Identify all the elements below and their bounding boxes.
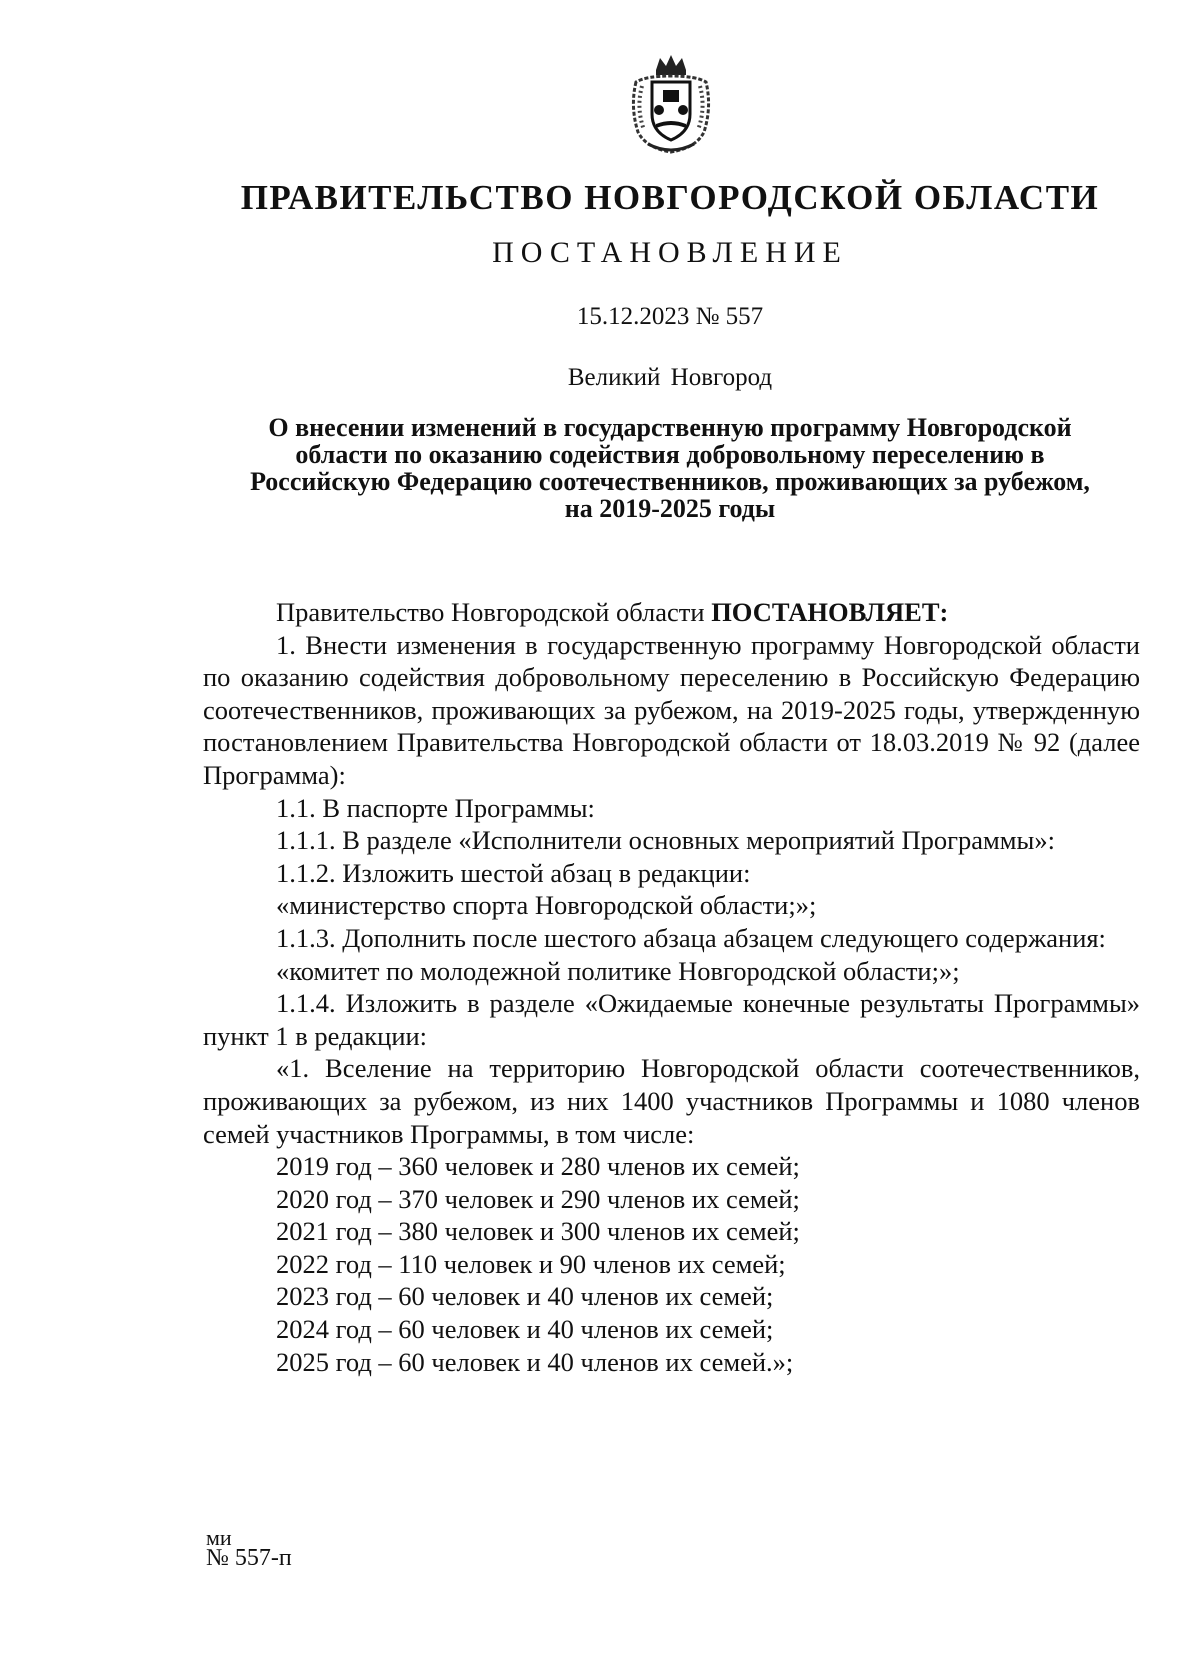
year-item: 2024 год – 60 человек и 40 членов их семей; (276, 1314, 774, 1345)
footer-reference (206, 1527, 292, 1569)
paragraph-1-1-1: 1.1.1. В разделе «Исполнители основных мероприятий Программы»: (276, 825, 1055, 856)
quote-resettlement-point: «1. Вселение на территорию Новгородской области соотечественников, проживающих за рубежом, из них 1400 участников Программы и 1080 членов семей участников Программы, в том числе: (203, 1053, 1140, 1149)
quote-sport-ministry: «министерство спорта Новгородской области;»; (276, 890, 817, 921)
document-ref: № 557-п (206, 1545, 292, 1571)
paragraph-1: 1. Внести изменения в государственную программу Новгородской области по оказанию содействия добровольному переселению в Российскую Федерацию соотечественников, проживающих за рубежом, на 2019-2025 годы, утвержденную постановлением Правительства Новгородской области от 18.03.2019 № 92 (далее Программа): (203, 629, 1140, 790)
year-item: 2021 год – 380 человек и 300 членов их семей; (276, 1216, 800, 1247)
subject-line: на 2019-2025 годы (564, 494, 776, 523)
document-type: ПОСТАНОВЛЕНИЕ (492, 236, 848, 269)
organization-title: ПРАВИТЕЛЬСТВО НОВГОРОДСКОЙ ОБЛАСТИ (240, 178, 1100, 217)
paragraph-1-1: 1.1. В паспорте Программы: (276, 792, 595, 823)
subject-line: О внесении изменений в государственную программу Новгородской (268, 413, 1072, 442)
intro-paragraph (203, 596, 1140, 629)
year-item: 2025 год – 60 человек и 40 членов их семей.»; (276, 1346, 794, 1377)
quote-youth-committee: «комитет по молодежной политике Новгородской области;»; (276, 955, 960, 986)
executor-initials: ми (206, 1525, 232, 1550)
intro-decree-word: ПОСТАНОВЛЯЕТ: (711, 597, 949, 627)
subject-line: области по оказанию содействия добровольному переселению в (295, 440, 1045, 469)
paragraph-1-1-2: 1.1.2. Изложить шестой абзац в редакции: (276, 857, 751, 888)
year-item: 2022 год – 110 человек и 90 членов их семей; (276, 1248, 786, 1279)
paragraph-1-1-3: 1.1.3. Дополнить после шестого абзаца абзацем следующего содержания: (276, 922, 1106, 953)
document-subject (200, 414, 1140, 522)
paragraph-1-1-4: 1.1.4. Изложить в разделе «Ожидаемые конечные результаты Программы» пункт 1 в редакции: (203, 988, 1140, 1051)
coat-of-arms-icon (626, 52, 716, 156)
subject-line: Российскую Федерацию соотечественников, проживающих за рубежом, (250, 467, 1090, 496)
year-item: 2020 год – 370 человек и 290 членов их семей; (276, 1183, 800, 1214)
city: Великий Новгород (567, 364, 773, 391)
year-item: 2023 год – 60 человек и 40 членов их семей; (276, 1281, 774, 1312)
year-item: 2019 год – 360 человек и 280 членов их семей; (276, 1151, 800, 1182)
intro-text: Правительство Новгородской области (276, 597, 712, 627)
date-number: 15.12.2023 № 557 (576, 303, 764, 330)
document-body (203, 596, 1140, 1378)
